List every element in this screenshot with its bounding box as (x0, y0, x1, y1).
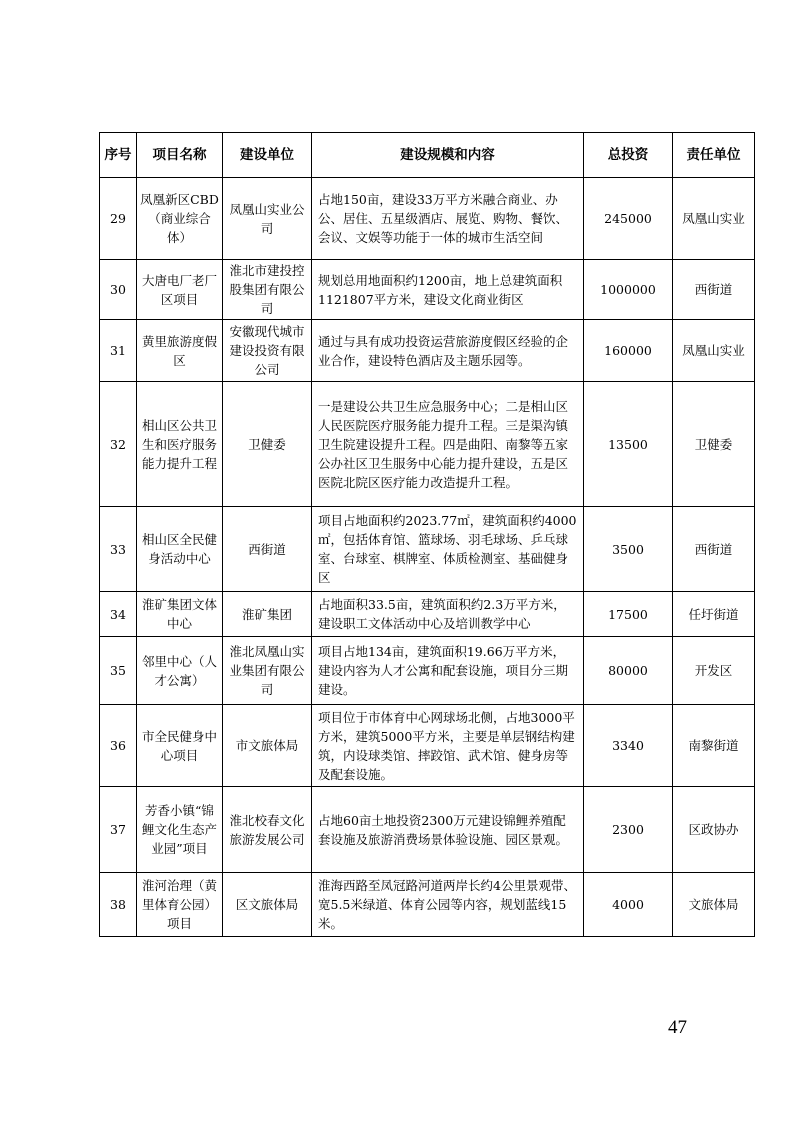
cell-investment: 13500 (584, 382, 673, 507)
cell-builder: 淮北校春文化旅游发展公司 (223, 787, 312, 873)
cell-investment: 1000000 (584, 260, 673, 320)
table-row (100, 382, 755, 507)
cell-builder: 卫健委 (223, 382, 312, 507)
cell-content: 一是建设公共卫生应急服务中心；二是相山区人民医院医疗服务能力提升工程。三是渠沟镇卫生院建设提升工程。四是曲阳、南黎等五家公办社区卫生服务中心能力提升建设，五是区医院北院区医疗能力改造提升工程。 (312, 382, 584, 507)
cell-investment: 17500 (584, 592, 673, 637)
cell-responsible: 西街道 (673, 260, 755, 320)
table-row (100, 592, 755, 637)
cell-responsible: 凤凰山实业 (673, 178, 755, 260)
cell-content: 项目占地134亩，建筑面积19.66万平方米，建设内容为人才公寓和配套设施，项目分三期建设。 (312, 637, 584, 705)
cell-builder: 淮北市建投控股集团有限公司 (223, 260, 312, 320)
cell-builder: 市文旅体局 (223, 705, 312, 787)
table-row (100, 507, 755, 592)
table-row (100, 705, 755, 787)
cell-project-name: 芳香小镇“锦鲤文化生态产业园”项目 (137, 787, 223, 873)
header-project-name: 项目名称 (137, 133, 223, 178)
cell-responsible: 开发区 (673, 637, 755, 705)
cell-content: 占地150亩，建设33万平方米融合商业、办公、居住、五星级酒店、展览、购物、餐饮、会议、文娱等功能于一体的城市生活空间 (312, 178, 584, 260)
cell-investment: 80000 (584, 637, 673, 705)
cell-no: 29 (100, 178, 137, 260)
cell-content: 占地60亩土地投资2300万元建设锦鲤养殖配套设施及旅游消费场景体验设施、园区景观。 (312, 787, 584, 873)
table-row (100, 637, 755, 705)
cell-investment: 245000 (584, 178, 673, 260)
cell-project-name: 凤凰新区CBD（商业综合体） (137, 178, 223, 260)
cell-content: 淮海西路至凤冠路河道两岸长约4公里景观带、宽5.5米绿道、体育公园等内容，规划蓝线15米。 (312, 873, 584, 937)
cell-responsible: 区政协办 (673, 787, 755, 873)
cell-builder: 区文旅体局 (223, 873, 312, 937)
cell-responsible: 文旅体局 (673, 873, 755, 937)
table-row (100, 873, 755, 937)
table-row (100, 787, 755, 873)
project-table (99, 132, 755, 937)
cell-responsible: 南黎街道 (673, 705, 755, 787)
header-no: 序号 (100, 133, 137, 178)
cell-no: 31 (100, 320, 137, 382)
cell-no: 37 (100, 787, 137, 873)
cell-project-name: 淮矿集团文体中心 (137, 592, 223, 637)
cell-investment: 160000 (584, 320, 673, 382)
header-investment: 总投资 (584, 133, 673, 178)
cell-no: 33 (100, 507, 137, 592)
cell-no: 30 (100, 260, 137, 320)
cell-builder: 凤凰山实业公司 (223, 178, 312, 260)
cell-project-name: 黄里旅游度假区 (137, 320, 223, 382)
cell-project-name: 淮河治理（黄里体育公园）项目 (137, 873, 223, 937)
page-number: 47 (668, 1017, 687, 1038)
cell-builder: 淮北凤凰山实业集团有限公司 (223, 637, 312, 705)
cell-builder: 淮矿集团 (223, 592, 312, 637)
header-content: 建设规模和内容 (312, 133, 584, 178)
cell-content: 规划总用地面积约1200亩，地上总建筑面积1121807平方米，建设文化商业街区 (312, 260, 584, 320)
cell-investment: 4000 (584, 873, 673, 937)
cell-project-name: 大唐电厂老厂区项目 (137, 260, 223, 320)
cell-no: 36 (100, 705, 137, 787)
cell-no: 34 (100, 592, 137, 637)
cell-investment: 2300 (584, 787, 673, 873)
cell-project-name: 相山区全民健身活动中心 (137, 507, 223, 592)
cell-content: 通过与具有成功投资运营旅游度假区经验的企业合作，建设特色酒店及主题乐园等。 (312, 320, 584, 382)
cell-builder: 西街道 (223, 507, 312, 592)
table-row (100, 320, 755, 382)
header-row (100, 133, 755, 178)
cell-no: 32 (100, 382, 137, 507)
cell-responsible: 任圩街道 (673, 592, 755, 637)
cell-content: 项目占地面积约2023.77㎡，建筑面积约4000㎡，包括体育馆、篮球场、羽毛球场、乒乓球室、台球室、棋牌室、体质检测室、基础健身区 (312, 507, 584, 592)
cell-project-name: 市全民健身中心项目 (137, 705, 223, 787)
cell-content: 项目位于市体育中心网球场北侧，占地3000平方米，建筑5000平方米，主要是单层钢结构建筑，内设球类馆、摔跤馆、武术馆、健身房等及配套设施。 (312, 705, 584, 787)
cell-responsible: 凤凰山实业 (673, 320, 755, 382)
cell-project-name: 相山区公共卫生和医疗服务能力提升工程 (137, 382, 223, 507)
cell-investment: 3500 (584, 507, 673, 592)
cell-responsible: 卫健委 (673, 382, 755, 507)
table-row (100, 260, 755, 320)
cell-builder: 安徽现代城市建设投资有限公司 (223, 320, 312, 382)
cell-content: 占地面积33.5亩，建筑面积约2.3万平方米，建设职工文体活动中心及培训教学中心 (312, 592, 584, 637)
cell-investment: 3340 (584, 705, 673, 787)
table-row (100, 178, 755, 260)
cell-responsible: 西街道 (673, 507, 755, 592)
header-builder: 建设单位 (223, 133, 312, 178)
cell-project-name: 邻里中心（人才公寓） (137, 637, 223, 705)
cell-no: 38 (100, 873, 137, 937)
header-responsible: 责任单位 (673, 133, 755, 178)
cell-no: 35 (100, 637, 137, 705)
